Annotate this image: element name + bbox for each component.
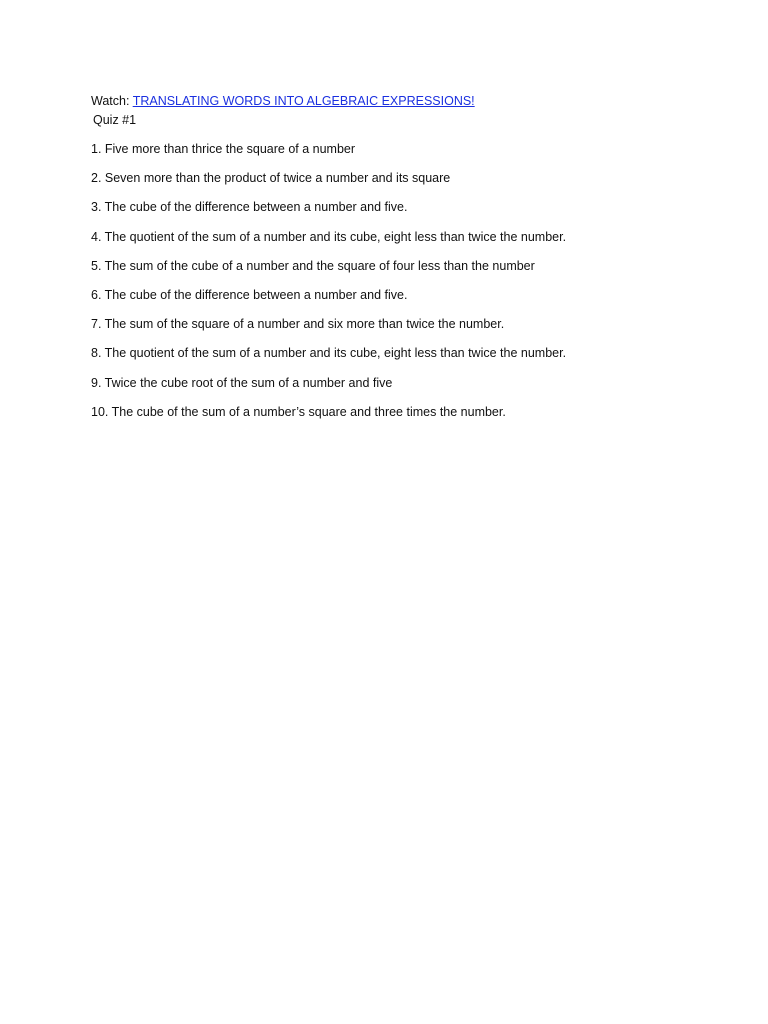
watch-line — [91, 93, 731, 110]
question-list — [91, 141, 731, 421]
question-item: 10. The cube of the sum of a number’s square and three times the number. — [91, 404, 506, 419]
document-content — [91, 93, 731, 433]
question-item: 2. Seven more than the product of twice a number and its square — [91, 171, 451, 186]
question-item: 4. The quotient of the sum of a number and its cube, eight less than twice the number. — [91, 229, 567, 244]
watch-label: Watch: — [91, 94, 133, 108]
quiz-title: Quiz #1 — [93, 113, 137, 127]
question-item: 8. The quotient of the sum of a number and its cube, eight less than twice the number. — [91, 346, 567, 361]
video-link[interactable]: TRANSLATING WORDS INTO ALGEBRAIC EXPRESSIONS! — [132, 94, 475, 108]
question-item: 1. Five more than thrice the square of a number — [91, 142, 356, 156]
question-item: 7. The sum of the square of a number and six more than twice the number. — [91, 317, 505, 332]
question-item: 9. Twice the cube root of the sum of a number and five — [91, 375, 393, 390]
question-item: 6. The cube of the difference between a number and five. — [91, 287, 408, 302]
question-item: 5. The sum of the cube of a number and the square of four less than the number — [91, 258, 535, 273]
question-item: 3. The cube of the difference between a number and five. — [91, 200, 408, 215]
